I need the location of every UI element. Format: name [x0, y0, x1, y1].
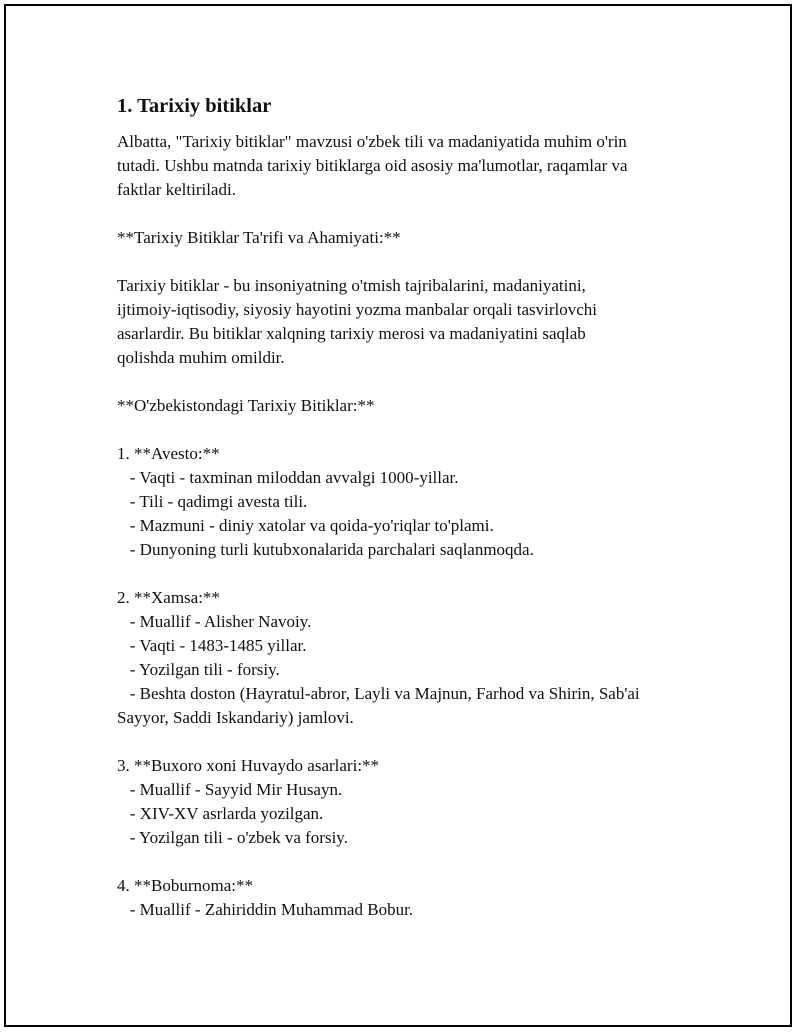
list-item-title: 4. **Boburnoma:** [117, 876, 253, 895]
spacer [117, 250, 717, 274]
spacer [117, 730, 717, 754]
list-item-line: - Yozilgan tili - o'zbek va forsiy. [117, 828, 348, 847]
item-avesto [117, 442, 717, 562]
definition-title: **Tarixiy Bitiklar Ta'rifi va Ahamiyati:** [117, 228, 401, 247]
list-item-line: - Yozilgan tili - forsiy. [117, 660, 280, 679]
spacer [117, 562, 717, 586]
intro-paragraph: Albatta, "Tarixiy bitiklar" mavzusi o'zbek tili va madaniyatida muhim o'rin tutadi. Ushbu matnda tarixiy bitiklarga oid asosiy ma'lumotlar, raqamlar va faktlar keltiriladi. [117, 132, 628, 199]
item-huvaydo [117, 754, 717, 850]
definition-paragraph: Tarixiy bitiklar - bu insoniyatning o'tmish tajribalarini, madaniyatini, ijtimoiy-iqtisodiy, siyosiy hayotini yozma manbalar orqali tasvirlovchi asarlardir. Bu bitiklar xalqning tarixiy merosi va madaniyatini saqlab qolishda muhim omildir. [117, 276, 598, 367]
list-item-title: 3. **Buxoro xoni Huvaydo asarlari:** [117, 756, 380, 775]
list-item-line: - XIV-XV asrlarda yozilgan. [117, 804, 324, 823]
list-item-title: 1. **Avesto:** [117, 444, 220, 463]
list-item-line: - Vaqti - taxminan miloddan avvalgi 1000-yillar. [117, 468, 459, 487]
list-item-line: - Vaqti - 1483-1485 yillar. [117, 636, 307, 655]
spacer [117, 370, 717, 394]
item-xamsa [117, 586, 717, 730]
spacer [117, 850, 717, 874]
list-item-title: 2. **Xamsa:** [117, 588, 220, 607]
section-heading: 1. Tarixiy bitiklar [117, 95, 272, 117]
spacer [117, 202, 717, 226]
item-boburnoma [117, 874, 717, 922]
list-item-line: - Muallif - Sayyid Mir Husayn. [117, 780, 343, 799]
spacer [117, 418, 717, 442]
list-item-line: - Muallif - Alisher Navoiy. [117, 612, 312, 631]
list-item-line: - Muallif - Zahiriddin Muhammad Bobur. [117, 900, 414, 919]
list-item-line: - Mazmuni - diniy xatolar va qoida-yo'riqlar to'plami. [117, 516, 494, 535]
uzbek-bitiklar-title: **O'zbekistondagi Tarixiy Bitiklar:** [117, 396, 375, 415]
document-body [117, 91, 717, 922]
list-item-line: - Dunyoning turli kutubxonalarida parchalari saqlanmoqda. [117, 540, 534, 559]
list-item-line: - Beshta doston (Hayratul-abror, Layli va Majnun, Farhod va Shirin, Sab'ai Sayyor, Saddi Iskandariy) jamlovi. [117, 684, 640, 727]
list-item-line: - Tili - qadimgi avesta tili. [117, 492, 308, 511]
